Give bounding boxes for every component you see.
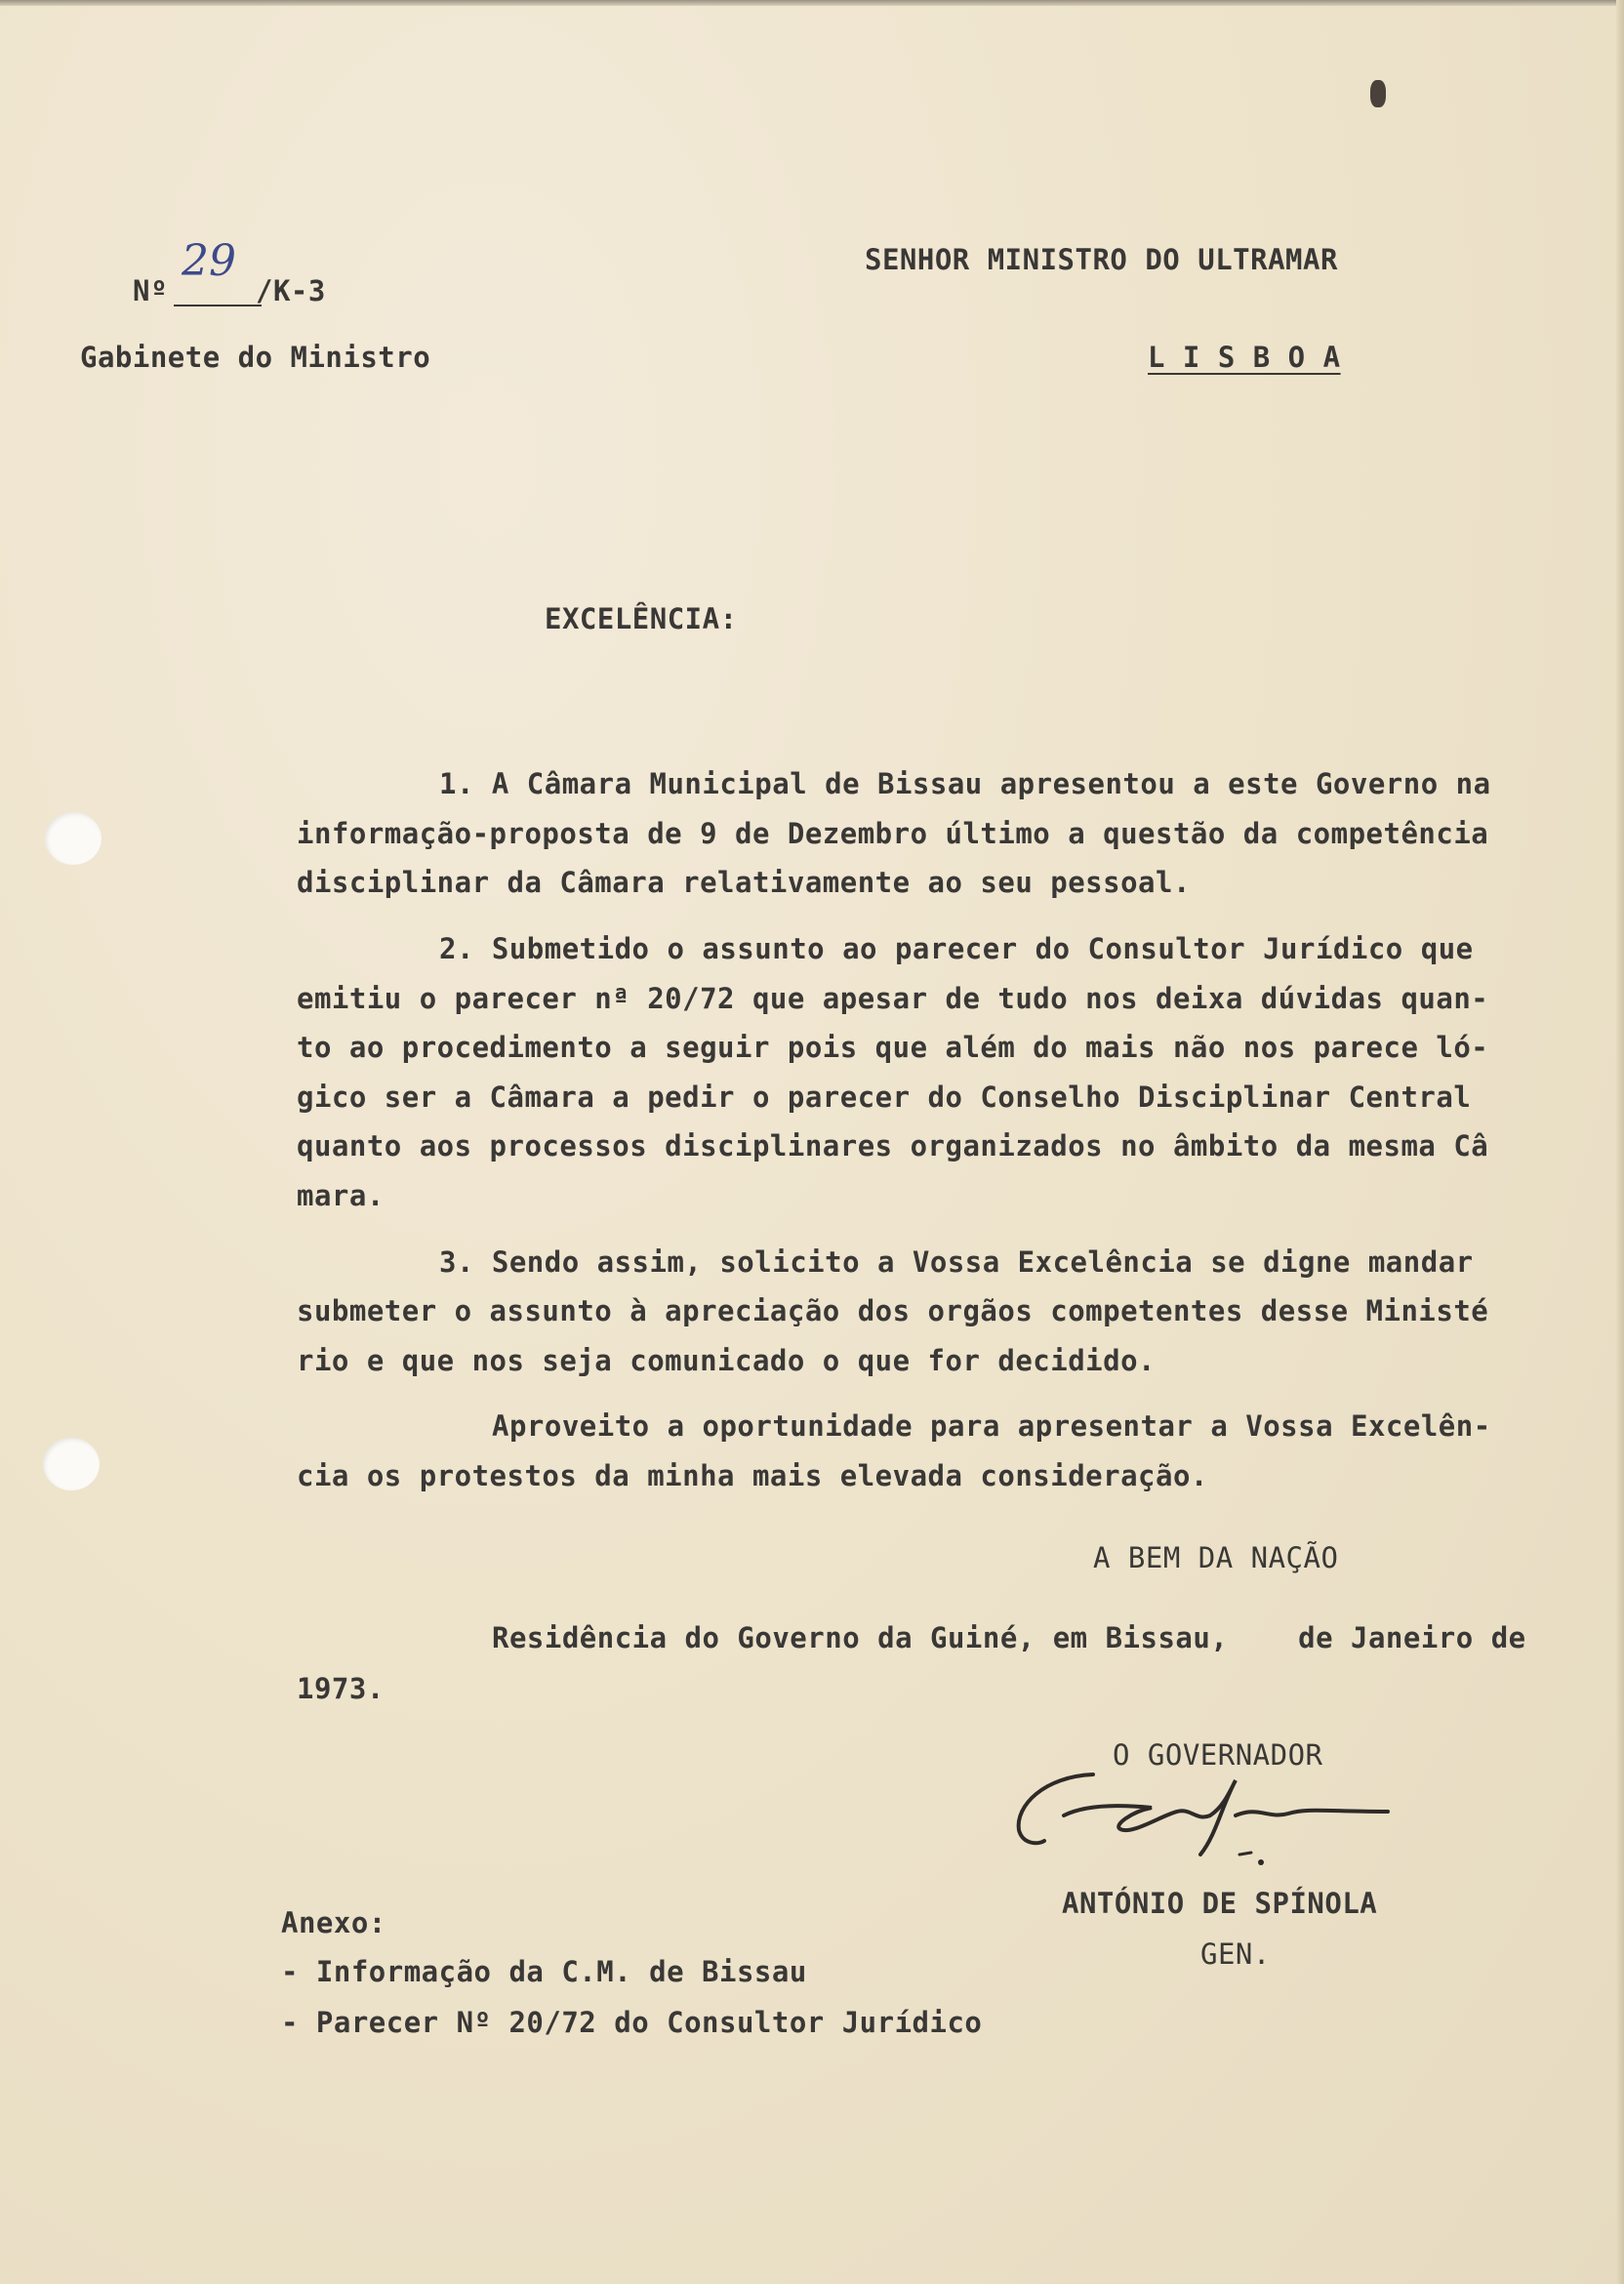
paragraph-2-line-6: mara.: [297, 1179, 385, 1212]
signatory-rank: GEN.: [1200, 1937, 1271, 1971]
signatory-title: O GOVERNADOR: [1113, 1738, 1323, 1772]
place-date-line: Residência do Governo da Guiné, em Bissau, de Janeiro de: [492, 1621, 1526, 1654]
paragraph-4-line-2: cia os protestos da minha mais elevada consideração.: [297, 1459, 1208, 1492]
recipient: SENHOR MINISTRO DO ULTRAMAR: [865, 243, 1338, 276]
reference-suffix: /K-3: [256, 274, 326, 307]
punch-hole-top: [45, 812, 102, 865]
paragraph-2-line-1: 2. Submetido o assunto ao parecer do Consultor Jurídico que: [439, 932, 1474, 965]
date-year: 1973.: [297, 1672, 385, 1705]
paragraph-1-line-1: 1. A Câmara Municipal de Bissau apresentou a este Governo na: [439, 767, 1491, 800]
paragraph-1-line-3: disciplinar da Câmara relativamente ao seu pessoal.: [297, 866, 1191, 899]
ink-mark: [1370, 80, 1386, 107]
page-top-edge: [0, 0, 1624, 6]
annex-item-2: - Parecer Nº 20/72 do Consultor Jurídico: [281, 2006, 983, 2039]
signatory-name: ANTÓNIO DE SPÍNOLA: [1062, 1887, 1378, 1920]
paragraph-3-line-2: submeter o assunto à apreciação dos orgãos competentes desse Ministé: [297, 1294, 1489, 1327]
reference-number-handwritten: 29: [182, 236, 236, 286]
paragraph-3-line-3: rio e que nos seja comunicado o que for decidido.: [297, 1344, 1157, 1377]
handwritten-signature: [1005, 1747, 1396, 1884]
annex-item-1: - Informação da C.M. de Bissau: [281, 1955, 807, 1988]
punch-hole-bottom: [43, 1438, 100, 1490]
paragraph-2-line-5: quanto aos processos disciplinares organizados no âmbito da mesma Câ: [297, 1129, 1489, 1162]
recipient-city: L I S B O A: [1148, 341, 1341, 374]
paragraph-2-line-3: to ao procedimento a seguir pois que além do mais não nos parece ló-: [297, 1031, 1489, 1064]
paragraph-2-line-2: emitiu o parecer nª 20/72 que apesar de tudo nos deixa dúvidas quan-: [297, 982, 1489, 1015]
salutation: EXCELÊNCIA:: [545, 602, 738, 635]
annex-heading: Anexo:: [281, 1906, 386, 1939]
closing-formula: A BEM DA NAÇÃO: [1093, 1541, 1339, 1574]
office-name: Gabinete do Ministro: [80, 341, 431, 374]
paragraph-3-line-1: 3. Sendo assim, solicito a Vossa Excelência se digne mandar: [439, 1245, 1474, 1279]
reference-number-line: [174, 305, 262, 306]
paragraph-4-line-1: Aproveito a oportunidade para apresentar a Vossa Excelên-: [492, 1409, 1491, 1443]
paragraph-1-line-2: informação-proposta de 9 de Dezembro último a questão da competência: [297, 817, 1489, 850]
reference-prefix: Nº: [133, 274, 168, 307]
page-right-edge: [1616, 0, 1624, 2284]
paragraph-2-line-4: gico ser a Câmara a pedir o parecer do Conselho Disciplinar Central: [297, 1081, 1472, 1114]
